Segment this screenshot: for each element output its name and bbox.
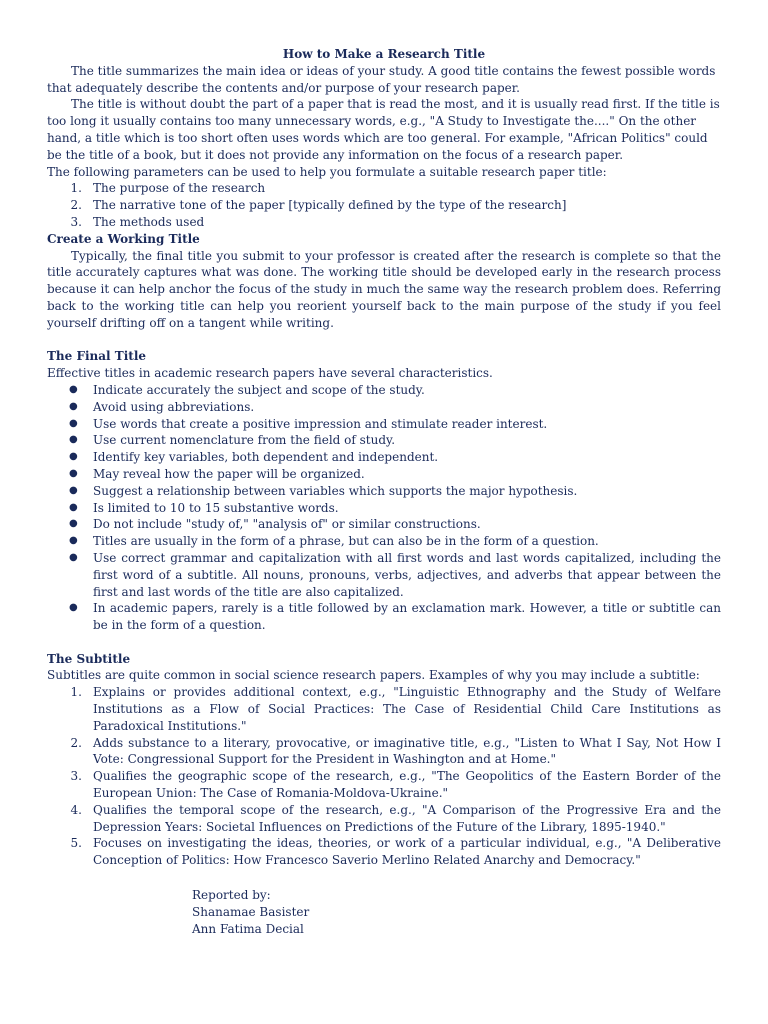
list-number: 1.	[70, 181, 82, 196]
list-item	[47, 399, 721, 416]
bullet-icon: ●	[69, 535, 78, 547]
subtitle-intro: Subtitles are quite common in social science research papers. Examples of why you may include a subtitle:	[47, 668, 700, 683]
spacer	[47, 332, 721, 349]
intro-paragraph-2: The title is without doubt the part of a paper that is read the most, and it is usually read first. If the title is too long it usually contains too many unnecessary words, e.g., "A Study to Investigate the...." On the other hand, a title which is too short often uses words which are too general. For example, "African Politics" could be the title of a book, but it does not provide any information on the focus of a research paper.	[47, 97, 720, 162]
list-item	[47, 483, 721, 500]
reported-by-block	[47, 887, 721, 937]
bullet-icon: ●	[69, 551, 78, 563]
list-item	[47, 600, 721, 634]
list-item-text: Do not include "study of," "analysis of" or similar constructions.	[93, 517, 481, 532]
list-item-text: Titles are usually in the form of a phrase, but can also be in the form of a question.	[93, 534, 599, 549]
list-item-text: Indicate accurately the subject and scope of the study.	[93, 382, 425, 397]
list-item	[47, 449, 721, 466]
list-item	[47, 197, 721, 214]
list-item	[47, 533, 721, 550]
reporter-name: Shanamae Basister	[192, 904, 310, 919]
list-number: 4.	[70, 802, 82, 817]
subtitle-examples-list	[47, 684, 721, 869]
list-item-text: Use words that create a positive impression and stimulate reader interest.	[93, 416, 548, 431]
intro-paragraph-1: The title summarizes the main idea or ideas of your study. A good title contains the fewest possible words that adequately describe the contents and/or purpose of your research paper.	[47, 63, 716, 95]
list-item-text: Is limited to 10 to 15 substantive words.	[93, 500, 339, 515]
bullet-icon: ●	[69, 518, 78, 530]
list-item	[47, 214, 721, 231]
working-title-paragraph: Typically, the final title you submit to your professor is created after the research is complete so that the title accurately captures what was done. The working title should be developed early in the research process because it can help anchor the focus of the study in much the same way the research problem does. Referring back to the working title can help you reorient yourself back to the main purpose of the study if you feel yourself drifting off on a tangent while writing.	[47, 248, 721, 330]
bullet-icon: ●	[69, 417, 78, 429]
list-number: 1.	[70, 685, 82, 700]
list-number: 2.	[70, 735, 82, 750]
bullet-icon: ●	[69, 383, 78, 395]
parameters-list	[47, 180, 721, 230]
bullet-icon: ●	[69, 451, 78, 463]
spacer	[47, 634, 721, 651]
list-item-text: Adds substance to a literary, provocative, or imaginative title, e.g., "Listen to What I Say, Not How I Vote: Congressional Support for the President in Washington and at Home."	[93, 735, 721, 767]
bullet-icon: ●	[69, 602, 78, 614]
section-heading-subtitle: The Subtitle	[47, 651, 131, 666]
list-item	[47, 768, 721, 802]
list-item	[47, 180, 721, 197]
list-item	[47, 382, 721, 399]
list-number: 3.	[70, 769, 82, 784]
characteristics-list	[47, 382, 721, 634]
list-item	[47, 466, 721, 483]
list-item	[47, 500, 721, 517]
list-item-text: Use current nomenclature from the field of study.	[93, 433, 396, 448]
list-number: 2.	[70, 198, 82, 213]
list-item	[47, 802, 721, 836]
bullet-icon: ●	[69, 434, 78, 446]
bullet-icon: ●	[69, 484, 78, 496]
list-item-text: Explains or provides additional context, e.g., "Linguistic Ethnography and the Study of Welfare Institutions as a Flow of Social Practices: The Case of Residential Child Care Institutions as Paradoxical Institutions."	[93, 685, 721, 733]
bullet-icon: ●	[69, 501, 78, 513]
final-title-intro: Effective titles in academic research papers have several characteristics.	[47, 366, 493, 381]
list-item-text: Qualifies the temporal scope of the research, e.g., "A Comparison of the Progressive Era and the Depression Years: Societal Influences on Predictions of the Future of the Library, 1895-1940."	[93, 802, 721, 834]
list-item-text: Use correct grammar and capitalization with all first words and last words capitalized, including the first word of a subtitle. All nouns, pronouns, verbs, adjectives, and adverbs that appear between the first and last words of the title are also capitalized.	[93, 550, 721, 599]
list-item	[47, 684, 721, 734]
section-heading-final-title: The Final Title	[47, 349, 147, 364]
section-heading-working-title: Create a Working Title	[47, 231, 200, 246]
list-item-text: Avoid using abbreviations.	[93, 399, 255, 414]
intro-paragraph-3: The following parameters can be used to help you formulate a suitable research paper title:	[47, 164, 607, 179]
list-item-text: Qualifies the geographic scope of the research, e.g., "The Geopolitics of the Eastern Border of the European Union: The Case of Romania-Moldova-Ukraine."	[93, 769, 721, 801]
list-item-text: The narrative tone of the paper [typically defined by the type of the research]	[93, 198, 567, 213]
list-item	[47, 735, 721, 769]
list-item-text: Focuses on investigating the ideas, theories, or work of a particular individual, e.g., "A Deliberative Conception of Politics: How Francesco Saverio Merlino Related Anarchy and Democracy."	[93, 836, 721, 868]
list-item	[47, 835, 721, 869]
list-item	[47, 516, 721, 533]
list-item	[47, 550, 721, 600]
bullet-icon: ●	[69, 400, 78, 412]
list-item-text: Suggest a relationship between variables which supports the major hypothesis.	[93, 483, 578, 498]
list-item-text: May reveal how the paper will be organized.	[93, 466, 365, 481]
list-number: 5.	[70, 836, 82, 851]
list-item	[47, 416, 721, 433]
list-number: 3.	[70, 214, 82, 229]
bullet-icon: ●	[69, 467, 78, 479]
reporter-name: Ann Fatima Decial	[192, 921, 304, 936]
list-item-text: Identify key variables, both dependent and independent.	[93, 450, 439, 465]
document-title: How to Make a Research Title	[282, 47, 486, 61]
list-item-text: In academic papers, rarely is a title followed by an exclamation mark. However, a title or subtitle can be in the form of a question.	[93, 601, 721, 633]
list-item	[47, 432, 721, 449]
list-item-text: The purpose of the research	[93, 181, 266, 196]
reported-by-label: Reported by:	[192, 888, 271, 903]
list-item-text: The methods used	[93, 214, 205, 229]
